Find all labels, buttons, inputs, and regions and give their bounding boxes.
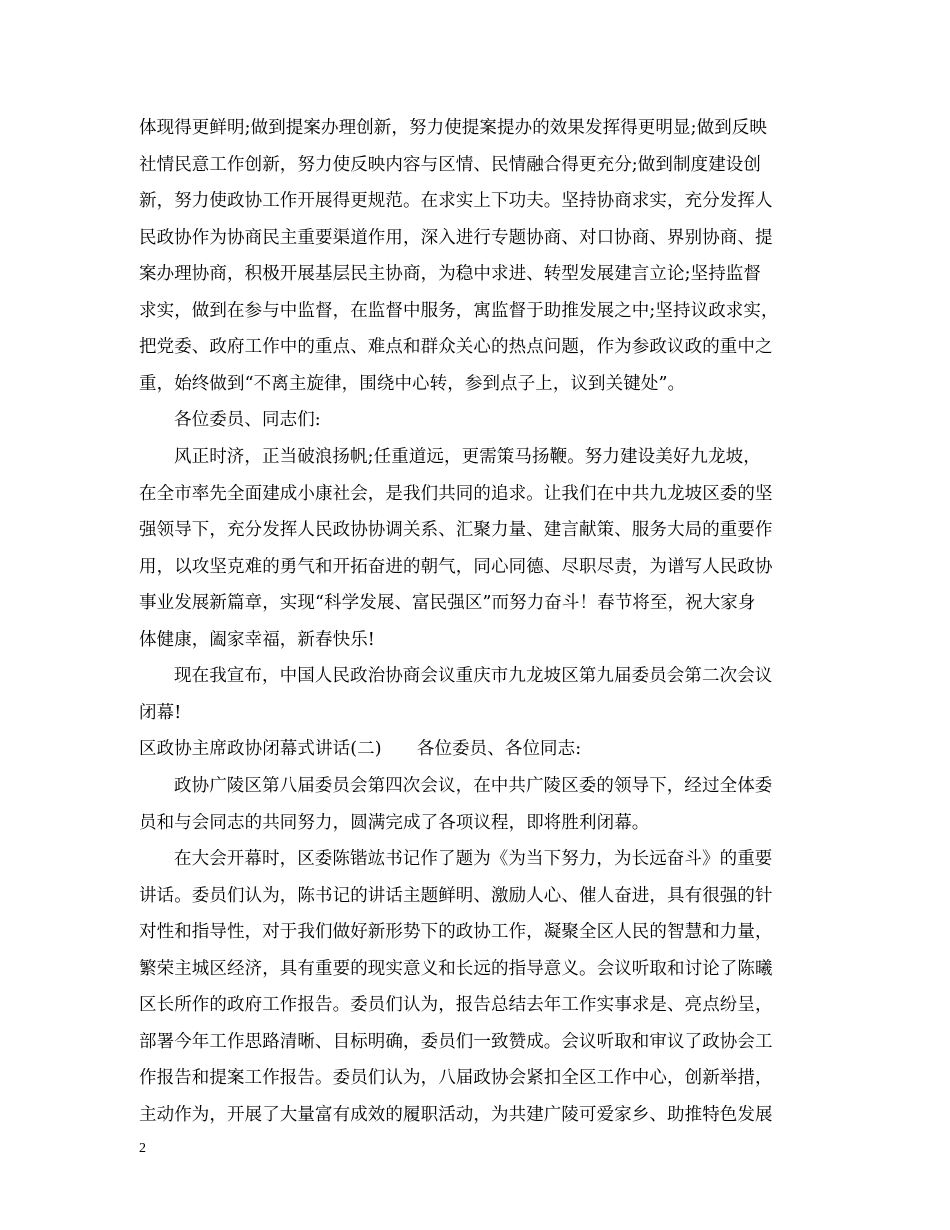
paragraph-start: 政协广陵区第八届委员会第四次会议，在中共广陵区委的领导下，经过全体委	[174, 776, 773, 796]
text-line: 区长所作的政府工作报告。委员们认为，报告总结去年工作实事求是、亮点纷呈，	[139, 995, 773, 1015]
section-heading: 区政协主席政协闭幕式讲话(二) 各位委员、各位同志:	[139, 739, 582, 759]
text-line: 在全市率先全面建成小康社会，是我们共同的追求。让我们在中共九龙坡区委的坚	[139, 484, 773, 504]
text-line: 民政协作为协商民主重要渠道作用，深入进行专题协商、对口协商、界别协商、提	[139, 228, 773, 248]
text-line: 对性和指导性，对于我们做好新形势下的政协工作，凝聚全区人民的智慧和力量，	[139, 922, 773, 942]
text-line: 社情民意工作创新，努力使反映内容与区情、民情融合得更充分;做到制度建设创	[139, 155, 761, 175]
text-line: 把党委、政府工作中的重点、难点和群众关心的热点问题，作为参政议政的重中之	[139, 337, 773, 357]
text-line: 繁荣主城区经济，具有重要的现实意义和长远的指导意义。会议听取和讨论了陈曦	[139, 959, 773, 979]
text-line: 重，始终做到“不离主旋律，围绕中心转，参到点子上，议到关键处”。	[139, 374, 686, 394]
text-line: 体现得更鲜明;做到提案办理创新，努力使提案提办的效果发挥得更明显;做到反映	[139, 118, 767, 138]
text-line: 员和与会同志的共同努力，圆满完成了各项议程，即将胜利闭幕。	[139, 813, 650, 833]
page-number: 2	[139, 1141, 146, 1156]
paragraph-start: 在大会开幕时，区委陈锴竑书记作了题为《为当下努力，为长远奋斗》的重要	[174, 849, 773, 869]
text-line: 用，以攻坚克难的勇气和开拓奋进的朝气，同心同德、尽职尽责，为谱写人民政协	[139, 557, 773, 577]
paragraph-start: 风正时济，正当破浪扬帆;任重道远，更需策马扬鞭。努力建设美好九龙坡，	[174, 447, 761, 467]
text-line: 案办理协商，积极开展基层民主协商，为稳中求进、转型发展建言立论;坚持监督	[139, 264, 761, 284]
text-line: 强领导下，充分发挥人民政协协调关系、汇聚力量、建言献策、服务大局的重要作	[139, 520, 773, 540]
text-line: 部署今年工作思路清晰、目标明确，委员们一致赞成。会议听取和审议了政协会工	[139, 1032, 773, 1052]
text-line: 新，努力使政协工作开展得更规范。在求实上下功夫。坚持协商求实，充分发挥人	[139, 191, 773, 211]
paragraph-start: 现在我宣布，中国人民政治协商会议重庆市九龙坡区第九届委员会第二次会议	[174, 666, 773, 686]
text-line: 作报告和提案工作报告。委员们认为，八届政协会紧扣全区工作中心，创新举措，	[139, 1068, 773, 1088]
text-line: 体健康，阖家幸福，新春快乐!	[139, 630, 375, 650]
text-line: 讲话。委员们认为，陈书记的讲话主题鲜明、激励人心、催人奋进，具有很强的针	[139, 886, 773, 906]
text-line: 求实，做到在参与中监督，在监督中服务，寓监督于助推发展之中;坚持议政求实，	[139, 301, 779, 321]
text-line: 闭幕!	[139, 703, 182, 723]
text-line: 主动作为，开展了大量富有成效的履职活动，为共建广陵可爱家乡、助推特色发展	[139, 1105, 773, 1125]
text-line: 事业发展新篇章，实现“科学发展、富民强区”而努力奋斗！春节将至，祝大家身	[139, 593, 756, 613]
salutation: 各位委员、同志们:	[174, 410, 321, 430]
